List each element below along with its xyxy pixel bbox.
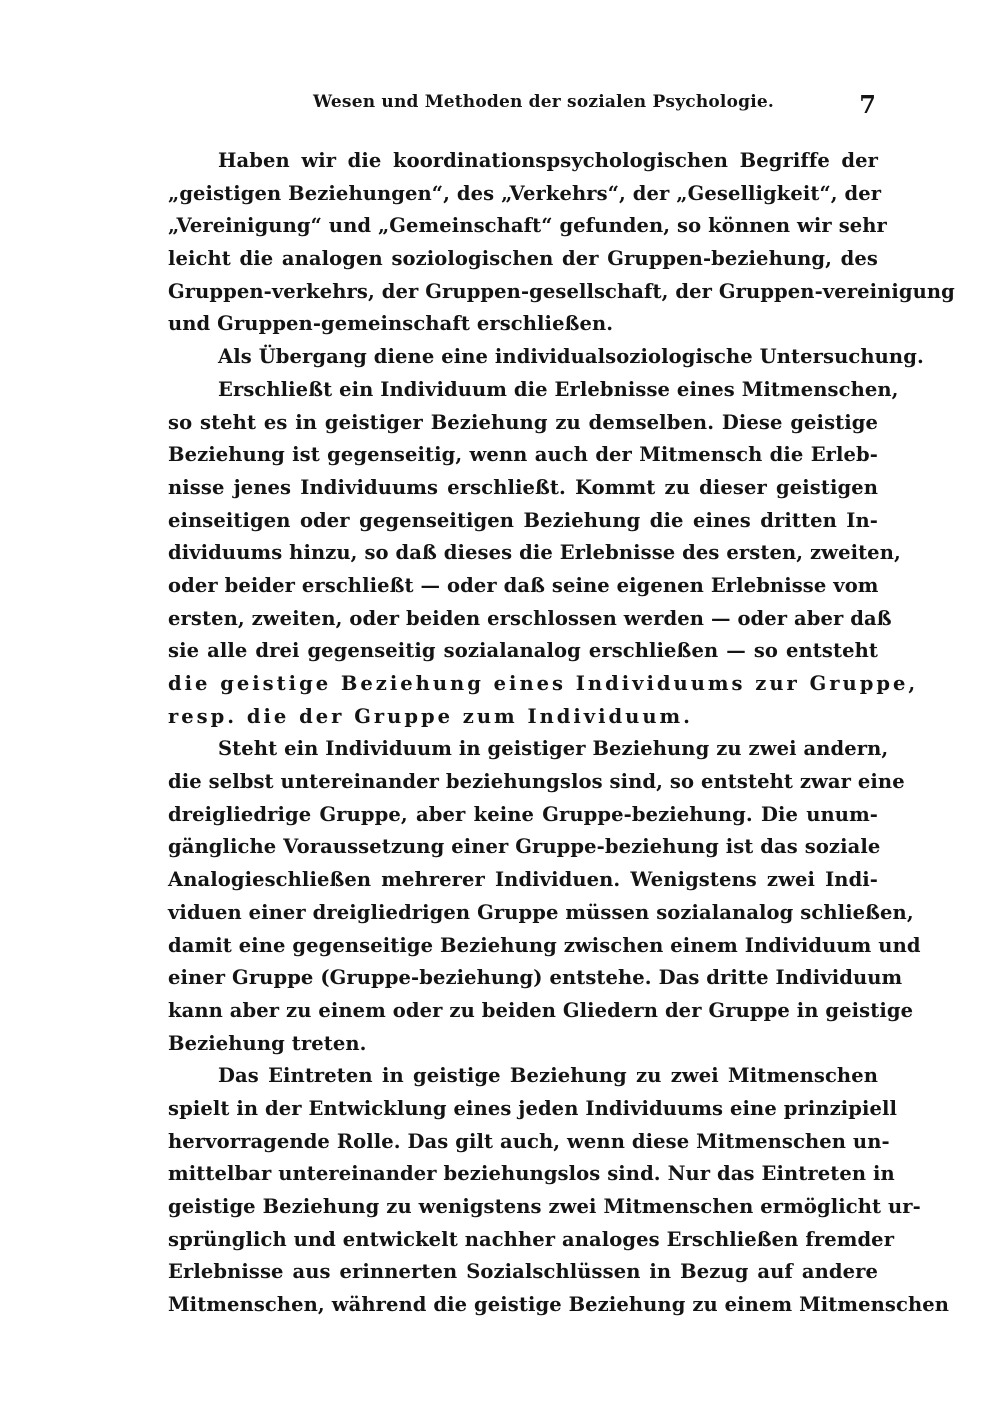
text-line-emphasis: die geistige Beziehung eines Individuums zur Gruppe, bbox=[168, 672, 919, 695]
text-line: Mitmenschen, während die geistige Beziehung zu einem Mitmenschen bbox=[168, 1293, 950, 1317]
text-line: hervorragende Rolle. Das gilt auch, wenn diese Mitmenschen un- bbox=[168, 1129, 890, 1153]
text-line: oder beider erschließt — oder daß seine eigenen Erlebnisse vom bbox=[168, 573, 879, 597]
text-line: so steht es in geistiger Beziehung zu demselben. Diese geistige bbox=[168, 410, 878, 434]
text-line: und Gruppen-gemeinschaft erschließen. bbox=[168, 312, 614, 336]
running-title: Wesen und Methoden der sozialen Psychologie. bbox=[313, 92, 775, 112]
page-number: 7 bbox=[859, 90, 876, 119]
text-line: spielt in der Entwicklung eines jeden Individuums eine prinzipiell bbox=[168, 1096, 898, 1120]
text-line: leicht die analogen soziologischen der Gruppen-beziehung, des bbox=[168, 247, 878, 271]
text-line: ersten, zweiten, oder beiden erschlossen werden — oder aber daß bbox=[168, 606, 892, 630]
text-line: mittelbar untereinander beziehungslos sind. Nur das Eintreten in bbox=[168, 1162, 895, 1186]
text-line: nisse jenes Individuums erschließt. Kommt zu dieser geistigen bbox=[168, 475, 878, 499]
text-line: geistige Beziehung zu wenigstens zwei Mitmenschen ermöglicht ur- bbox=[168, 1195, 921, 1218]
text-line: Beziehung treten. bbox=[168, 1031, 367, 1055]
text-line: „geistigen Beziehungen“, des „Verkehrs“, der „Geselligkeit“, der bbox=[168, 181, 882, 205]
text-line: damit eine gegenseitige Beziehung zwischen einem Individuum und bbox=[168, 933, 921, 957]
text-line: viduen einer dreigliedrigen Gruppe müssen sozialanalog schließen, bbox=[168, 900, 914, 924]
text-line: Gruppen-verkehrs, der Gruppen-gesellschaft, der Gruppen-vereinigung bbox=[168, 279, 955, 303]
text-line: Steht ein Individuum in geistiger Beziehung zu zwei andern, bbox=[218, 737, 889, 761]
text-line: sprünglich und entwickelt nachher analoges Erschließen fremder bbox=[168, 1227, 895, 1251]
text-line: einseitigen oder gegenseitigen Beziehung die eines dritten In- bbox=[168, 508, 878, 532]
text-line: sie alle drei gegenseitig sozialanalog erschließen — so entsteht bbox=[168, 639, 878, 663]
text-line: Als Übergang diene eine individualsoziologische Untersuchung. bbox=[218, 345, 924, 369]
text-line: kann aber zu einem oder zu beiden Gliedern der Gruppe in geistige bbox=[168, 998, 914, 1022]
text-line: die selbst untereinander beziehungslos sind, so entsteht zwar eine bbox=[168, 770, 905, 794]
text-line: dividuums hinzu, so daß dieses die Erlebnisse des ersten, zweiten, bbox=[168, 541, 901, 565]
text-line: Das Eintreten in geistige Beziehung zu zwei Mitmenschen bbox=[218, 1064, 878, 1088]
text-line: „Vereinigung“ und „Gemeinschaft“ gefunden, so können wir sehr bbox=[168, 214, 887, 238]
text-line: Beziehung ist gegenseitig, wenn auch der Mitmensch die Erleb- bbox=[168, 443, 878, 467]
running-head bbox=[168, 92, 878, 122]
text-line: dreigliedrige Gruppe, aber keine Gruppe-beziehung. Die unum- bbox=[168, 802, 878, 826]
text-line: Erlebnisse aus erinnerten Sozialschlüssen in Bezug auf andere bbox=[168, 1260, 878, 1284]
body-text bbox=[168, 145, 955, 1322]
text-line-emphasis: resp. die der Gruppe zum Individuum. bbox=[168, 704, 693, 728]
text-line: Analogieschließen mehrerer Individuen. Wenigstens zwei Indi- bbox=[168, 868, 878, 892]
text-line: einer Gruppe (Gruppe-beziehung) entstehe. Das dritte Individuum bbox=[168, 966, 903, 990]
text-line: gängliche Voraussetzung einer Gruppe-beziehung ist das soziale bbox=[168, 835, 881, 859]
text-line: Haben wir die koordinationspsychologischen Begriffe der bbox=[218, 149, 878, 172]
text-line: Erschließt ein Individuum die Erlebnisse eines Mitmenschen, bbox=[218, 377, 899, 401]
